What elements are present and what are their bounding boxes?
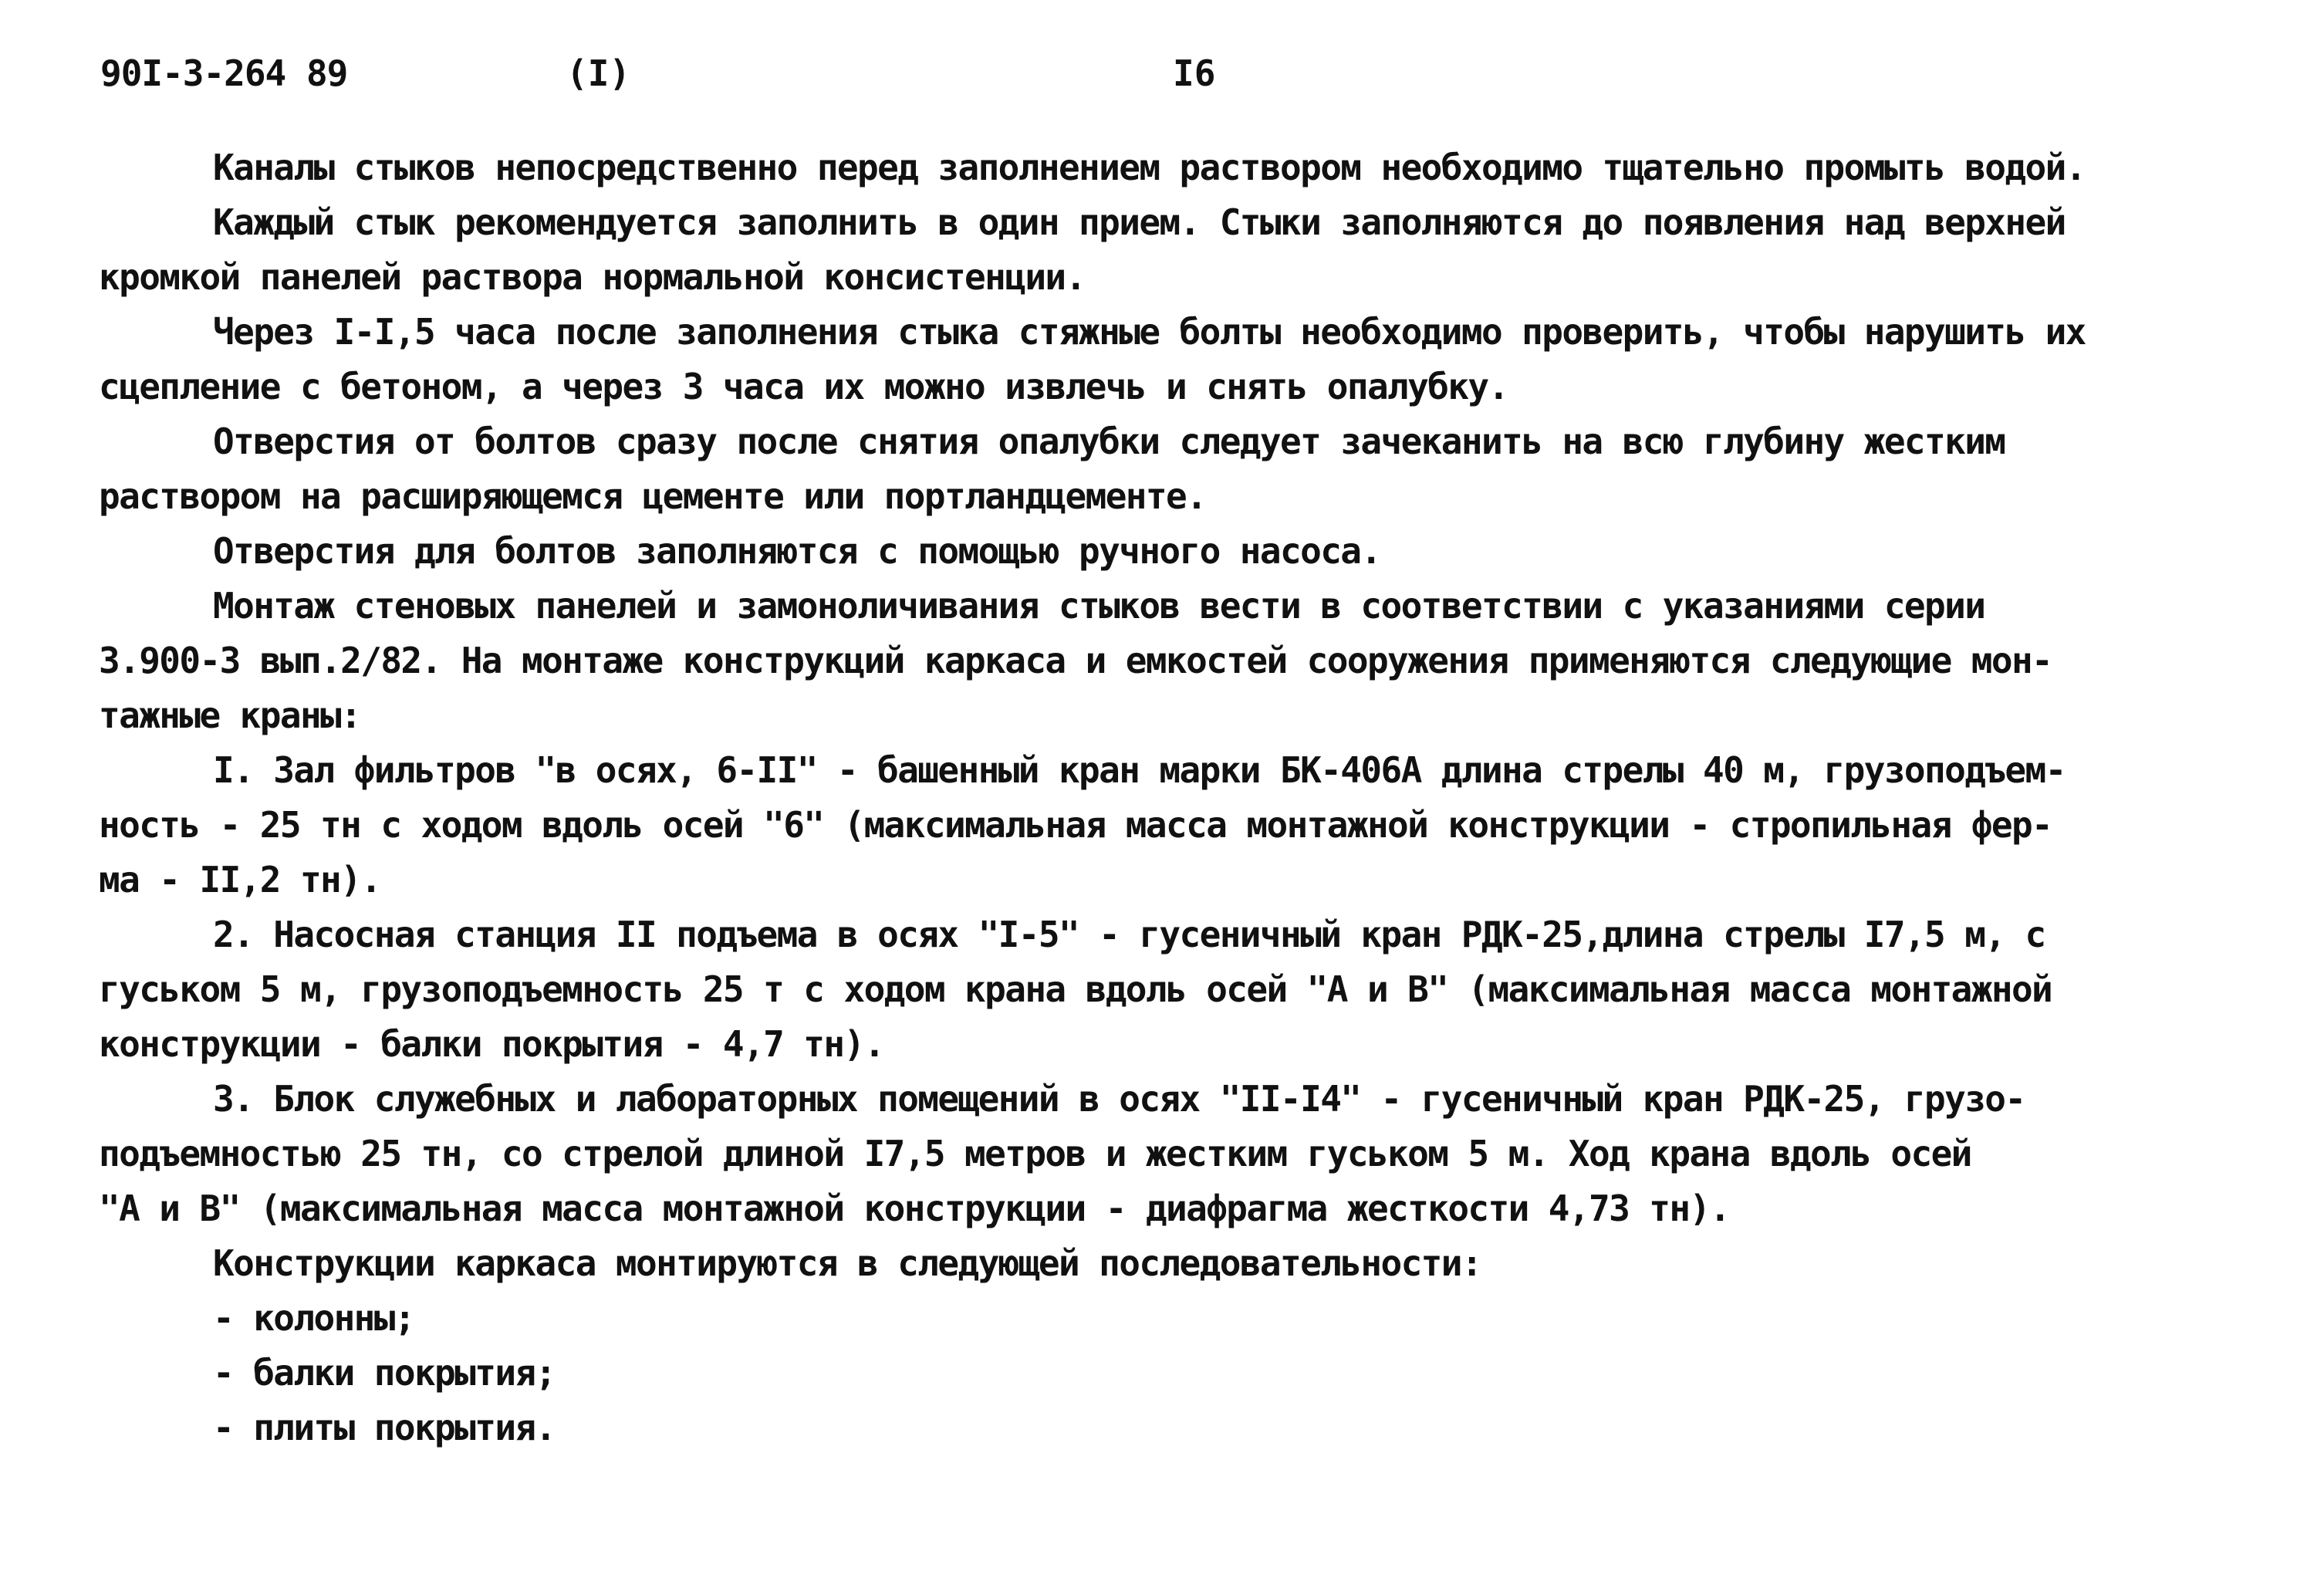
list-item: - колонны; [213,1297,414,1339]
text-line: 3. Блок служебных и лабораторных помещений в осях "II-I4" - гусеничный кран РДК-25, грузо- [213,1078,2025,1120]
page-number: I6 [1173,52,1216,94]
text-line: гуськом 5 м, грузоподъемность 25 т с ходом крана вдоль осей "А и В" (максимальная масса монтажной [99,968,2052,1010]
text-line: Каналы стыков непосредственно перед заполнением раствором необходимо тщательно промыть водой. [213,147,2086,188]
text-line: Через I-I,5 часа после заполнения стыка стяжные болты необходимо проверить, чтобы нарушить их [213,311,2086,353]
copy-number: (I) [566,52,631,94]
text-line: конструкции - балки покрытия - 4,7 тн). [99,1023,884,1065]
text-line: Отверстия от болтов сразу после снятия опалубки следует зачеканить на всю глубину жестким [213,421,2005,462]
text-line: кромкой панелей раствора нормальной консистенции. [99,256,1086,298]
text-line: 3.900-3 вып.2/82. На монтаже конструкций каркаса и емкостей сооружения применяются следующие мон- [99,640,2052,681]
text-line: "А и В" (максимальная масса монтажной конструкции - диафрагма жесткости 4,73 тн). [99,1188,1730,1229]
text-line: тажные краны: [99,694,361,736]
list-item: - плиты покрытия. [213,1407,556,1448]
text-line: I. Зал фильтров "в осях, 6-II" - башенный кран марки БК-406А длина стрелы 40 м, грузоподъем- [213,749,2066,791]
text-line: подъемностью 25 тн, со стрелой длиной I7,5 метров и жестким гуськом 5 м. Ход крана вдоль осей [99,1133,1971,1174]
text-line: сцепление с бетоном, а через 3 часа их можно извлечь и снять опалубку. [99,366,1508,407]
document-body [99,140,2259,1455]
document-code: 90I-3-264 89 [100,52,348,94]
text-line: Отверстия для болтов заполняются с помощью ручного насоса. [213,530,1381,572]
text-line: 2. Насосная станция II подъема в осях "I-5" - гусеничный кран РДК-25,длина стрелы I7,5 м, с [213,914,2045,955]
text-line: Монтаж стеновых панелей и замоноличивания стыков вести в соответствии с указаниями серии [213,585,1985,627]
text-line: раствором на расширяющемся цементе или портландцементе. [99,475,1207,517]
text-line: Каждый стык рекомендуется заполнить в один прием. Стыки заполняются до появления над верхней [213,201,2066,243]
text-line: ность - 25 тн с ходом вдоль осей "6" (максимальная масса монтажной конструкции - стропильная фер- [99,804,2052,846]
text-line: ма - II,2 тн). [99,859,381,901]
text-line: Конструкции каркаса монтируются в следующей последовательности: [213,1242,1481,1284]
list-item: - балки покрытия; [213,1352,556,1394]
